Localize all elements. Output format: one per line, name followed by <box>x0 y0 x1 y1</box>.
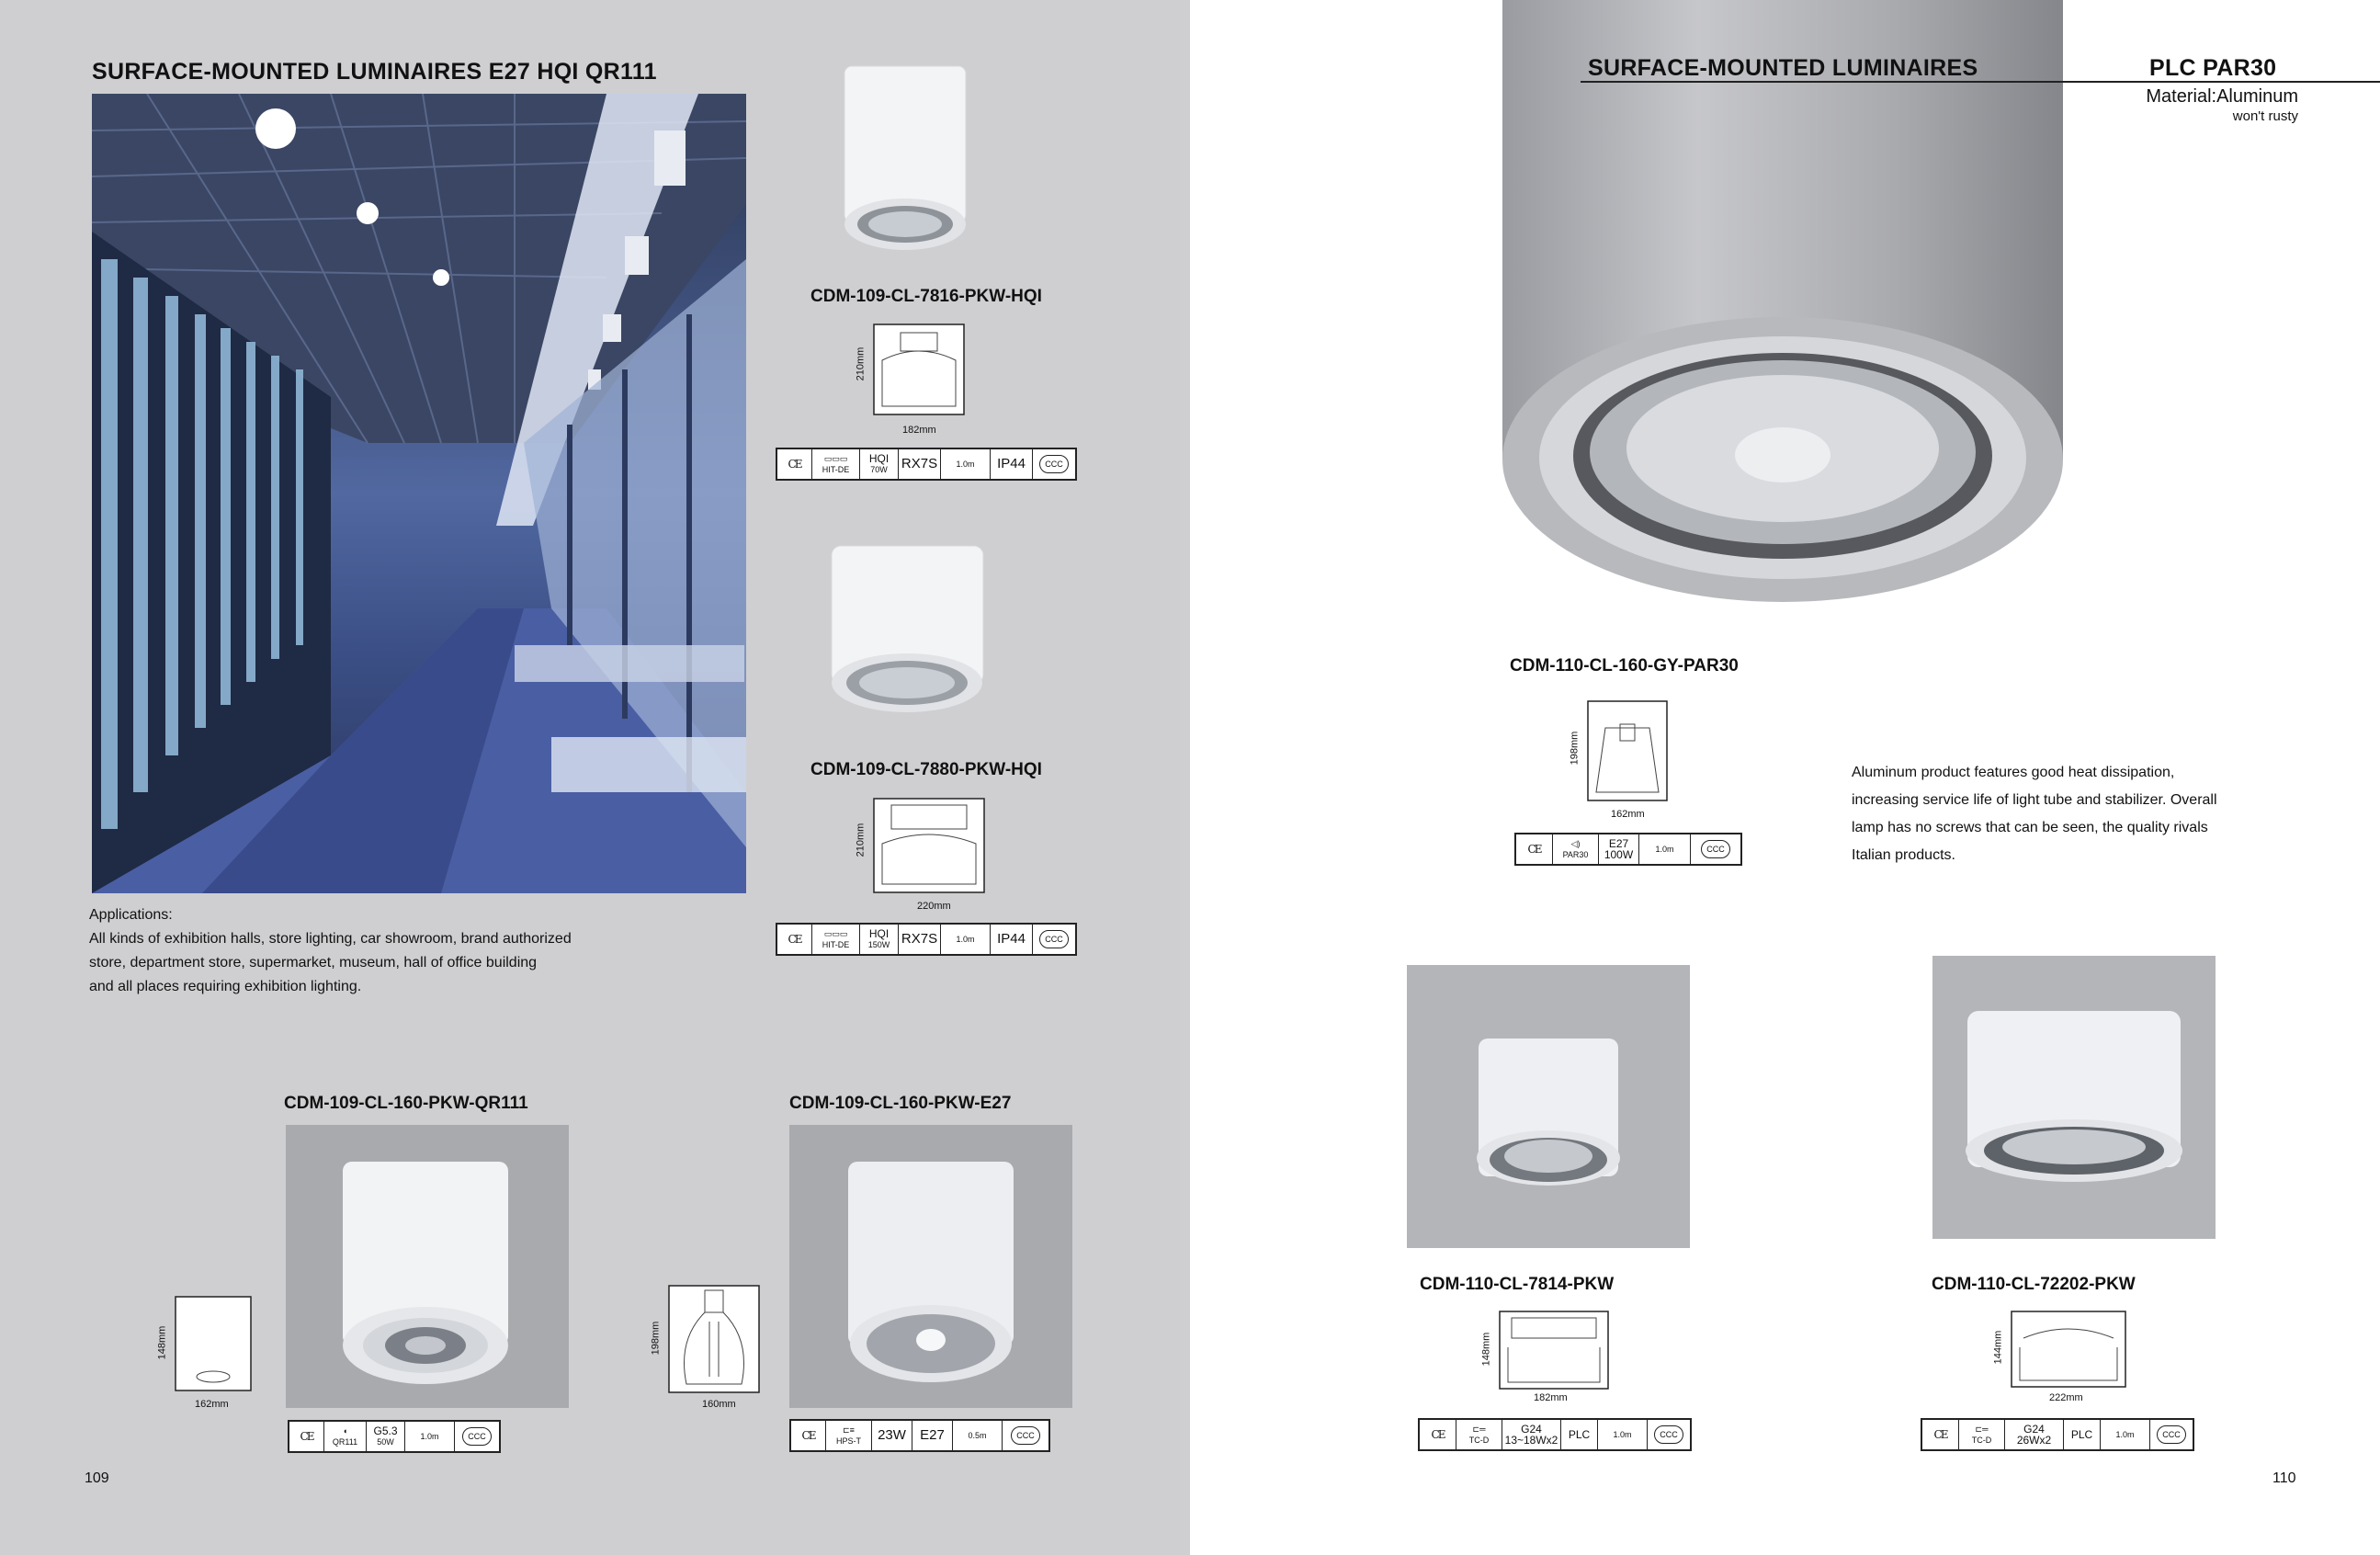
drawing-72202 <box>2011 1311 2126 1388</box>
spec-bar-7814 <box>1418 1418 1692 1451</box>
base-cell <box>1599 834 1639 864</box>
drawing-7880 <box>873 798 985 893</box>
product-image-7880 <box>822 533 992 726</box>
ip-cell: IP44 <box>991 925 1033 954</box>
product-image-qr111 <box>286 1125 569 1408</box>
spec-bar-72202 <box>1921 1418 2194 1451</box>
lamp-type-label: QR111 <box>332 1437 358 1447</box>
title-rule <box>1581 81 2380 83</box>
description-line-1: Aluminum product features good heat dissipation, <box>1852 765 2175 780</box>
base-label: E27 <box>1608 837 1629 850</box>
ce-mark: CE <box>791 1421 826 1450</box>
model-7816: CDM-109-CL-7816-PKW-HQI <box>810 287 1042 306</box>
height-7814: 148mm <box>1480 1332 1492 1367</box>
watt-label: 100W <box>1604 848 1634 861</box>
drawing-7814 <box>1499 1311 1609 1390</box>
lamp-cell <box>860 449 899 479</box>
left-page-number: 109 <box>85 1470 109 1486</box>
base-cell <box>367 1422 405 1451</box>
distance-label: 0.5m <box>968 1431 987 1440</box>
lamp-type-label: PAR30 <box>1562 850 1589 859</box>
distance-cell <box>2101 1420 2150 1449</box>
base-cell: RX7S <box>899 925 941 954</box>
drawing-7816 <box>873 323 965 415</box>
distance-label: 1.0m <box>1613 1430 1632 1439</box>
lamp-cell <box>860 925 899 954</box>
applications-line-2: store, department store, supermarket, museum, hall of office building <box>89 955 538 970</box>
height-par30: 198mm <box>1569 731 1581 766</box>
width-qr111: 162mm <box>195 1399 229 1410</box>
lamp-type-cell: ▭▭▭ HIT-DE <box>812 925 860 954</box>
watt-cell: 23W <box>872 1421 912 1450</box>
ccc-cell <box>1003 1421 1048 1450</box>
model-e27: CDM-109-CL-160-PKW-E27 <box>789 1094 1012 1113</box>
description-line-3: lamp has no screws that can be seen, the quality rivals <box>1852 820 2208 835</box>
lamp-type-cell: ▭▭▭ HIT-DE <box>812 449 860 479</box>
ccc-cell <box>1033 449 1075 479</box>
spec-bar-par30 <box>1514 833 1742 866</box>
base-cell: RX7S <box>899 449 941 479</box>
base-cell <box>2005 1420 2064 1449</box>
description-line-2: increasing service life of light tube and stabilizer. Overall <box>1852 792 2217 808</box>
width-par30: 162mm <box>1611 809 1645 820</box>
lamp-type-label: TC-D <box>1971 1436 1992 1445</box>
drawing-par30 <box>1587 700 1668 801</box>
distance-label: 1.0m <box>420 1432 439 1441</box>
applications-heading: Applications: <box>89 907 173 923</box>
ce-mark: CE <box>1516 834 1553 864</box>
ip-cell: IP44 <box>991 449 1033 479</box>
spec-bar-7816 <box>776 448 1077 481</box>
ccc-mark: CCC <box>1654 1425 1683 1444</box>
base-label: G24 <box>1521 1423 1542 1436</box>
product-image-7814 <box>1407 965 1690 1248</box>
model-7814: CDM-110-CL-7814-PKW <box>1420 1275 1615 1294</box>
ce-mark: CE <box>1420 1420 1456 1449</box>
ccc-mark: CCC <box>2157 1425 2186 1444</box>
lamp-type-cell: ◖ QR111 <box>324 1422 367 1451</box>
height-72202: 144mm <box>1992 1330 2004 1365</box>
lamp-label: HQI <box>868 927 890 940</box>
height-e27: 198mm <box>650 1321 662 1356</box>
lamp-cell: PLC <box>2064 1420 2101 1449</box>
right-page-title-lamps: PLC PAR30 <box>2149 55 2277 81</box>
showroom-photo <box>92 94 746 893</box>
ccc-cell <box>455 1422 499 1451</box>
watt-label: 50W <box>377 1437 394 1447</box>
applications-line-3: and all places requiring exhibition lighting. <box>89 979 362 994</box>
distance-cell <box>941 449 991 479</box>
ccc-mark: CCC <box>1039 930 1069 948</box>
width-7880: 220mm <box>917 901 951 912</box>
width-e27: 160mm <box>702 1399 736 1410</box>
base-cell: E27 <box>912 1421 953 1450</box>
ccc-cell <box>1648 1420 1690 1449</box>
hero-product-image <box>1493 0 2072 607</box>
spec-bar-qr111 <box>288 1420 501 1453</box>
spec-bar-7880 <box>776 923 1077 956</box>
ccc-cell <box>1033 925 1075 954</box>
ccc-mark: CCC <box>1039 455 1069 473</box>
material-label: Material:Aluminum <box>2146 86 2298 107</box>
distance-cell <box>953 1421 1003 1450</box>
description-line-4: Italian products. <box>1852 847 1955 863</box>
right-page-title: SURFACE-MOUNTED LUMINAIRES <box>1588 55 1978 81</box>
applications-line-1: All kinds of exhibition halls, store lighting, car showroom, brand authorized <box>89 931 572 947</box>
distance-cell <box>941 925 991 954</box>
width-72202: 222mm <box>2049 1392 2083 1403</box>
lamp-label: HQI <box>868 452 890 465</box>
right-page-number: 110 <box>2272 1470 2296 1486</box>
lamp-type-label: TC-D <box>1468 1436 1490 1445</box>
left-page-title: SURFACE-MOUNTED LUMINAIRES E27 HQI QR111 <box>92 59 657 85</box>
ccc-mark: CCC <box>1701 840 1730 858</box>
lamp-type-label: HIT-DE <box>822 940 850 949</box>
model-72202: CDM-110-CL-72202-PKW <box>1932 1275 2136 1294</box>
base-cell <box>1502 1420 1561 1449</box>
product-image-7816 <box>832 57 979 259</box>
right-page <box>1190 0 2380 1555</box>
watt-label: 13~18Wx2 <box>1504 1434 1558 1447</box>
lamp-type-cell: ⊏═ TC-D <box>1959 1420 2005 1449</box>
height-7880: 210mm <box>855 823 867 857</box>
ce-mark: CE <box>289 1422 324 1451</box>
model-par30: CDM-110-CL-160-GY-PAR30 <box>1510 656 1739 675</box>
lamp-type-label: HPS-T <box>836 1436 861 1446</box>
watt-label: 26Wx2 <box>2016 1434 2052 1447</box>
distance-cell <box>1598 1420 1648 1449</box>
distance-label: 1.0m <box>2115 1430 2135 1439</box>
product-image-72202 <box>1932 956 2216 1239</box>
material-note: won't rusty <box>2232 108 2298 124</box>
ce-mark: CE <box>777 925 812 954</box>
drawing-qr111 <box>175 1296 252 1391</box>
ce-mark: CE <box>777 449 812 479</box>
width-7816: 182mm <box>902 425 936 436</box>
height-7816: 210mm <box>855 346 867 381</box>
base-label: G24 <box>2023 1423 2045 1436</box>
ccc-mark: CCC <box>462 1427 492 1446</box>
lamp-type-label: HIT-DE <box>822 465 850 474</box>
height-qr111: 148mm <box>156 1325 168 1360</box>
distance-label: 1.0m <box>956 460 975 469</box>
ce-mark: CE <box>1922 1420 1959 1449</box>
lamp-type-cell: ⊏═ TC-D <box>1456 1420 1502 1449</box>
ccc-cell <box>2150 1420 2193 1449</box>
watt-label: 70W <box>870 465 888 474</box>
lamp-cell: PLC <box>1561 1420 1598 1449</box>
distance-cell <box>1639 834 1691 864</box>
model-qr111: CDM-109-CL-160-PKW-QR111 <box>284 1094 528 1113</box>
model-7880: CDM-109-CL-7880-PKW-HQI <box>810 760 1042 779</box>
watt-label: 150W <box>867 940 890 949</box>
drawing-e27 <box>668 1285 760 1393</box>
spec-bar-e27 <box>789 1419 1050 1452</box>
lamp-type-cell: ⊏≡ HPS-T <box>826 1421 872 1450</box>
distance-cell <box>405 1422 455 1451</box>
product-image-e27 <box>789 1125 1072 1408</box>
ccc-cell <box>1691 834 1740 864</box>
base-label: G5.3 <box>373 1424 398 1437</box>
lamp-type-cell: ◁) PAR30 <box>1553 834 1599 864</box>
width-7814: 182mm <box>1534 1392 1568 1403</box>
distance-label: 1.0m <box>1655 845 1674 854</box>
ccc-mark: CCC <box>1011 1426 1040 1445</box>
distance-label: 1.0m <box>956 935 975 944</box>
